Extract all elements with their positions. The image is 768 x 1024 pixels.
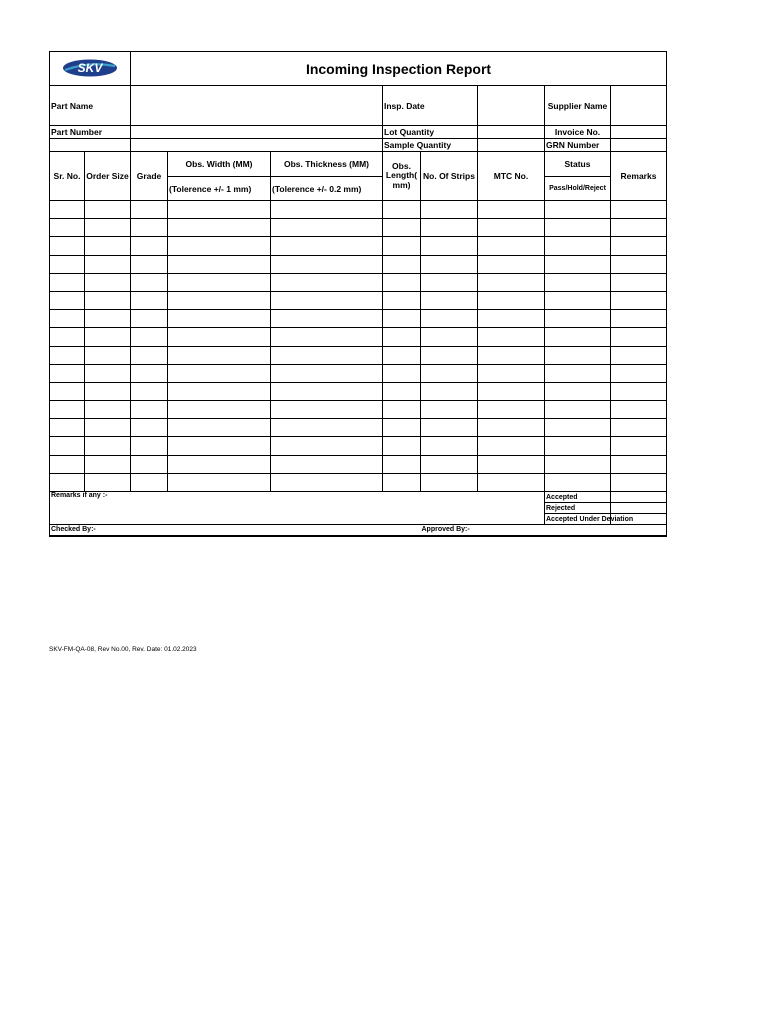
entry-cell[interactable] — [168, 201, 271, 219]
entry-cell[interactable] — [168, 473, 271, 491]
entry-cell[interactable] — [383, 310, 421, 328]
table-row — [50, 219, 667, 237]
entry-cell[interactable] — [478, 255, 545, 273]
entry-cell[interactable] — [131, 237, 168, 255]
supplier-name-label: Supplier Name — [545, 86, 611, 126]
document-reference: SKV-FM-QA-08, Rev No.00, Rev. Date: 01.02.2023 — [49, 646, 197, 653]
entry-cell[interactable] — [50, 401, 85, 419]
entry-cell[interactable] — [545, 310, 611, 328]
entry-cell[interactable] — [611, 346, 667, 364]
entry-cell[interactable] — [85, 455, 131, 473]
entry-cell[interactable] — [478, 364, 545, 382]
entry-cell[interactable] — [50, 437, 85, 455]
table-row — [50, 273, 667, 291]
entry-cell[interactable] — [545, 201, 611, 219]
entry-cell[interactable] — [168, 364, 271, 382]
entry-cell[interactable] — [478, 328, 545, 346]
entry-cell[interactable] — [545, 255, 611, 273]
entry-cell[interactable] — [168, 328, 271, 346]
entry-cell[interactable] — [611, 437, 667, 455]
table-row — [50, 255, 667, 273]
entry-cell[interactable] — [168, 382, 271, 400]
grn-number-label: GRN Number — [545, 139, 611, 152]
entry-cell[interactable] — [168, 310, 271, 328]
entry-cell[interactable] — [131, 201, 168, 219]
entry-cell[interactable] — [50, 201, 85, 219]
entry-cell[interactable] — [85, 255, 131, 273]
entry-cell[interactable] — [383, 255, 421, 273]
order-size-header: Order Size — [85, 152, 131, 201]
remarks-area[interactable] — [50, 503, 545, 514]
entry-cell[interactable] — [50, 237, 85, 255]
entry-cell[interactable] — [383, 219, 421, 237]
entry-cell[interactable] — [85, 291, 131, 309]
entry-cell[interactable] — [271, 437, 383, 455]
entry-cell[interactable] — [131, 310, 168, 328]
obs-length-header: Obs. Length( mm) — [383, 152, 421, 201]
insp-date-value[interactable] — [478, 86, 545, 126]
entry-cell[interactable] — [611, 419, 667, 437]
lot-quantity-value[interactable] — [478, 126, 545, 139]
entry-cell[interactable] — [50, 255, 85, 273]
entry-cell[interactable] — [50, 291, 85, 309]
rejected-label: Rejected — [545, 503, 611, 514]
entry-cell[interactable] — [478, 273, 545, 291]
logo-cell — [50, 52, 131, 86]
entry-cell[interactable] — [545, 401, 611, 419]
table-row — [50, 401, 667, 419]
entry-cell[interactable] — [478, 382, 545, 400]
entry-cell[interactable] — [271, 237, 383, 255]
table-row — [50, 201, 667, 219]
entry-cell[interactable] — [611, 237, 667, 255]
data-rows — [50, 201, 667, 492]
entry-cell[interactable] — [478, 219, 545, 237]
entry-cell[interactable] — [85, 237, 131, 255]
logo-text: SKV — [77, 60, 103, 75]
entry-cell[interactable] — [611, 328, 667, 346]
entry-cell[interactable] — [50, 364, 85, 382]
sample-quantity-label: Sample Quantity — [383, 139, 478, 152]
part-number-label: Part Number — [50, 126, 131, 139]
entry-cell[interactable] — [168, 346, 271, 364]
grade-header: Grade — [131, 152, 168, 201]
width-tolerance-header: (Tolerence +/- 1 mm) — [168, 177, 271, 201]
entry-cell[interactable] — [131, 291, 168, 309]
table-row — [50, 382, 667, 400]
entry-cell[interactable] — [478, 401, 545, 419]
entry-cell[interactable] — [85, 310, 131, 328]
entry-cell[interactable] — [131, 437, 168, 455]
accepted-under-deviation-label: Accepted Under Deviation — [546, 515, 634, 523]
entry-cell[interactable] — [271, 310, 383, 328]
entry-cell[interactable] — [85, 419, 131, 437]
entry-cell[interactable] — [611, 219, 667, 237]
entry-cell[interactable] — [421, 419, 478, 437]
entry-cell[interactable] — [545, 382, 611, 400]
entry-cell[interactable] — [271, 201, 383, 219]
entry-cell[interactable] — [478, 437, 545, 455]
table-row — [50, 473, 667, 491]
entry-cell[interactable] — [271, 328, 383, 346]
entry-cell[interactable] — [545, 291, 611, 309]
entry-cell[interactable] — [131, 346, 168, 364]
table-row — [50, 328, 667, 346]
entry-cell[interactable] — [421, 401, 478, 419]
entry-cell[interactable] — [131, 273, 168, 291]
entry-cell[interactable] — [85, 364, 131, 382]
table-row — [50, 455, 667, 473]
part-number-value[interactable] — [131, 126, 383, 139]
entry-cell[interactable] — [545, 273, 611, 291]
entry-cell[interactable] — [421, 310, 478, 328]
entry-cell[interactable] — [131, 473, 168, 491]
accepted-value[interactable] — [611, 492, 667, 503]
entry-cell[interactable] — [545, 364, 611, 382]
entry-cell[interactable] — [131, 219, 168, 237]
entry-cell[interactable] — [271, 364, 383, 382]
entry-cell[interactable] — [421, 455, 478, 473]
entry-cell[interactable] — [611, 382, 667, 400]
entry-cell[interactable] — [421, 255, 478, 273]
entry-cell[interactable] — [131, 455, 168, 473]
entry-cell[interactable] — [383, 273, 421, 291]
entry-cell[interactable] — [85, 437, 131, 455]
invoice-no-label: Invoice No. — [545, 126, 611, 139]
entry-cell[interactable] — [421, 328, 478, 346]
checked-by-label: Checked By:- — [50, 525, 421, 536]
entry-cell[interactable] — [168, 237, 271, 255]
thickness-tolerance-header: (Tolerence +/- 0.2 mm) — [271, 177, 383, 201]
entry-cell[interactable] — [383, 364, 421, 382]
entry-cell[interactable] — [421, 382, 478, 400]
entry-cell[interactable] — [168, 437, 271, 455]
entry-cell[interactable] — [85, 201, 131, 219]
entry-cell[interactable] — [383, 291, 421, 309]
entry-cell[interactable] — [611, 201, 667, 219]
entry-cell[interactable] — [611, 310, 667, 328]
grn-number-value[interactable] — [611, 139, 667, 152]
remarks-if-any-label: Remarks if any :- — [50, 492, 545, 503]
remarks-area[interactable] — [50, 514, 545, 525]
entry-cell[interactable] — [545, 455, 611, 473]
entry-cell[interactable] — [383, 401, 421, 419]
entry-cell[interactable] — [271, 291, 383, 309]
entry-cell[interactable] — [421, 437, 478, 455]
entry-cell[interactable] — [545, 437, 611, 455]
entry-cell[interactable] — [271, 455, 383, 473]
part-name-value[interactable] — [131, 86, 383, 126]
entry-cell[interactable] — [85, 219, 131, 237]
entry-cell[interactable] — [131, 364, 168, 382]
entry-cell[interactable] — [478, 201, 545, 219]
entry-cell[interactable] — [168, 419, 271, 437]
entry-cell[interactable] — [85, 473, 131, 491]
remarks-header: Remarks — [611, 152, 667, 201]
entry-cell[interactable] — [50, 273, 85, 291]
entry-cell[interactable] — [131, 382, 168, 400]
entry-cell[interactable] — [421, 219, 478, 237]
sr-no-header: Sr. No. — [50, 152, 85, 201]
entry-cell[interactable] — [271, 273, 383, 291]
table-row — [50, 346, 667, 364]
entry-cell[interactable] — [131, 328, 168, 346]
entry-cell[interactable] — [611, 364, 667, 382]
entry-cell[interactable] — [545, 346, 611, 364]
no-of-strips-header: No. Of Strips — [421, 152, 478, 201]
entry-cell[interactable] — [50, 382, 85, 400]
entry-cell[interactable] — [545, 219, 611, 237]
entry-cell[interactable] — [611, 455, 667, 473]
entry-cell[interactable] — [478, 310, 545, 328]
table-row — [50, 291, 667, 309]
inspection-form — [49, 51, 666, 537]
entry-cell[interactable] — [383, 473, 421, 491]
entry-cell[interactable] — [478, 473, 545, 491]
entry-cell[interactable] — [611, 291, 667, 309]
entry-cell[interactable] — [383, 382, 421, 400]
entry-cell[interactable] — [383, 346, 421, 364]
entry-cell[interactable] — [271, 382, 383, 400]
blank-cell — [50, 139, 131, 152]
entry-cell[interactable] — [85, 328, 131, 346]
invoice-no-value[interactable] — [611, 126, 667, 139]
table-row — [50, 419, 667, 437]
entry-cell[interactable] — [611, 401, 667, 419]
lot-quantity-label: Lot Quantity — [383, 126, 478, 139]
rejected-value[interactable] — [611, 503, 667, 514]
entry-cell[interactable] — [271, 401, 383, 419]
entry-cell[interactable] — [168, 255, 271, 273]
entry-cell[interactable] — [421, 273, 478, 291]
entry-cell[interactable] — [611, 255, 667, 273]
table-row — [50, 237, 667, 255]
entry-cell[interactable] — [421, 473, 478, 491]
entry-cell[interactable] — [383, 328, 421, 346]
inspection-table — [49, 51, 667, 537]
entry-cell[interactable] — [421, 346, 478, 364]
status-header: Status — [545, 152, 611, 177]
table-row — [50, 437, 667, 455]
sample-quantity-value[interactable] — [478, 139, 545, 152]
entry-cell[interactable] — [50, 473, 85, 491]
entry-cell[interactable] — [271, 419, 383, 437]
entry-cell[interactable] — [168, 219, 271, 237]
entry-cell[interactable] — [50, 310, 85, 328]
obs-thickness-header: Obs. Thickness (MM) — [271, 152, 383, 177]
entry-cell[interactable] — [421, 364, 478, 382]
entry-cell[interactable] — [168, 401, 271, 419]
entry-cell[interactable] — [168, 455, 271, 473]
insp-date-label: Insp. Date — [383, 86, 478, 126]
entry-cell[interactable] — [271, 219, 383, 237]
entry-cell[interactable] — [421, 201, 478, 219]
entry-cell[interactable] — [545, 419, 611, 437]
entry-cell[interactable] — [50, 419, 85, 437]
entry-cell[interactable] — [383, 201, 421, 219]
mtc-no-header: MTC No. — [478, 152, 545, 201]
entry-cell[interactable] — [545, 473, 611, 491]
supplier-name-value[interactable] — [611, 86, 667, 126]
entry-cell[interactable] — [383, 237, 421, 255]
entry-cell[interactable] — [383, 437, 421, 455]
entry-cell[interactable] — [131, 255, 168, 273]
table-row — [50, 364, 667, 382]
entry-cell[interactable] — [131, 401, 168, 419]
entry-cell[interactable] — [611, 273, 667, 291]
entry-cell[interactable] — [50, 455, 85, 473]
entry-cell[interactable] — [168, 291, 271, 309]
entry-cell[interactable] — [85, 273, 131, 291]
entry-cell[interactable] — [545, 328, 611, 346]
entry-cell[interactable] — [478, 291, 545, 309]
entry-cell[interactable] — [271, 346, 383, 364]
skv-logo-icon — [61, 57, 119, 79]
entry-cell[interactable] — [478, 455, 545, 473]
entry-cell[interactable] — [271, 255, 383, 273]
entry-cell[interactable] — [478, 237, 545, 255]
entry-cell[interactable] — [85, 382, 131, 400]
accepted-label: Accepted — [545, 492, 611, 503]
entry-cell[interactable] — [50, 346, 85, 364]
entry-cell[interactable] — [50, 328, 85, 346]
entry-cell[interactable] — [421, 237, 478, 255]
entry-cell[interactable] — [85, 346, 131, 364]
entry-cell[interactable] — [85, 401, 131, 419]
status-options-header: Pass/Hold/Reject — [545, 177, 611, 201]
entry-cell[interactable] — [383, 455, 421, 473]
approved-by-label: Approved By:- — [421, 525, 667, 536]
entry-cell[interactable] — [421, 291, 478, 309]
entry-cell[interactable] — [478, 346, 545, 364]
entry-cell[interactable] — [611, 473, 667, 491]
entry-cell[interactable] — [50, 219, 85, 237]
entry-cell[interactable] — [478, 419, 545, 437]
entry-cell[interactable] — [383, 419, 421, 437]
report-title: Incoming Inspection Report — [131, 52, 667, 86]
entry-cell[interactable] — [131, 419, 168, 437]
table-row — [50, 310, 667, 328]
entry-cell[interactable] — [545, 237, 611, 255]
entry-cell[interactable] — [271, 473, 383, 491]
obs-width-header: Obs. Width (MM) — [168, 152, 271, 177]
entry-cell[interactable] — [168, 273, 271, 291]
part-name-label: Part Name — [50, 86, 131, 126]
blank-cell[interactable] — [131, 139, 383, 152]
